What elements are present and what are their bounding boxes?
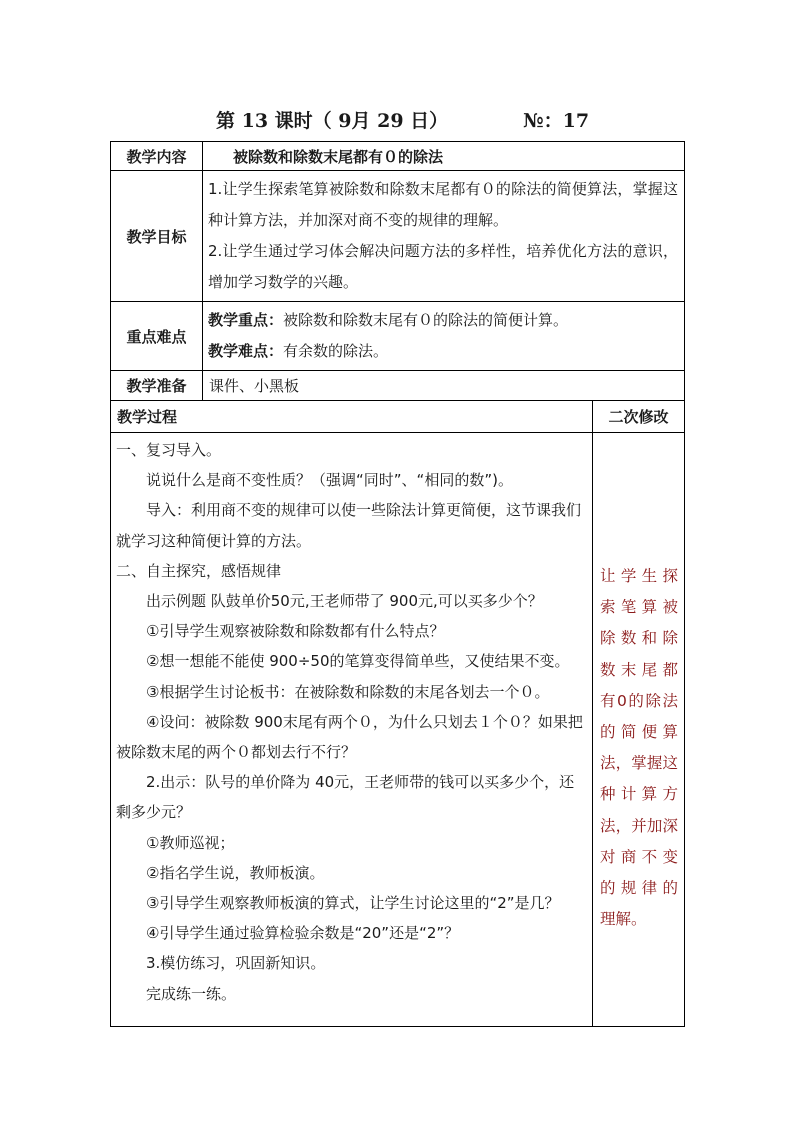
key-points-value [203, 302, 685, 371]
process-line: 完成练一练。 [146, 984, 237, 1003]
process-line: ③根据学生讨论板书：在被除数和除数的末尾各划去一个０。 [146, 682, 550, 701]
lesson-plan-table [110, 141, 685, 1027]
revise-note-line: 的规律的 [600, 879, 679, 898]
revise-note-line: 法，并加深 [600, 816, 679, 835]
revise-header: 二次修改 [593, 401, 685, 433]
process-line: 一、复习导入。 [116, 441, 222, 459]
row-goals [111, 171, 685, 302]
process-body [111, 433, 593, 1027]
focus-label: 教学重点： [208, 311, 284, 329]
revise-note [593, 561, 684, 935]
prep-value: 课件、小黑板 [203, 371, 685, 401]
process-line: 二、自主探究，感悟规律 [116, 561, 282, 580]
revise-note-line: 数末尾都 [600, 660, 679, 679]
difficulty-text: 有余数的除法。 [283, 342, 389, 360]
difficulty-label: 教学难点： [208, 342, 284, 360]
label-content: 教学内容 [111, 142, 203, 171]
row-process-header [111, 401, 685, 433]
process-line: ④设问：被除数 900末尾有两个０，为什么只划去１个０？如果把被除数末尾的两个０都划去行不行？ [116, 712, 583, 762]
process-line: 导入：利用商不变的规律可以使一些除法计算更简便，这节课我们就学习这种简便计算的方法。 [116, 501, 582, 550]
process-line: 3.模仿练习，巩固新知识。 [146, 954, 326, 973]
row-content [111, 142, 685, 171]
label-goals: 教学目标 [111, 171, 203, 302]
process-line: 2.出示：队号的单价降为 40元，王老师带的钱可以买多少个，还剩多少元？ [116, 773, 575, 822]
lesson-title: 第 13 课时（ 9月 29 日） [216, 110, 449, 132]
process-line: ④引导学生通过验算检验余数是“20”还是“2”？ [146, 924, 460, 943]
row-process-body [111, 433, 685, 1027]
process-line: ①教师巡视； [146, 833, 235, 852]
content-value: 被除数和除数末尾都有０的除法 [203, 142, 685, 171]
revise-note-line: 有0的除法 [600, 691, 679, 710]
lesson-number: №：17 [523, 110, 590, 132]
goals-value [203, 171, 685, 302]
row-key-points [111, 302, 685, 371]
revise-note-line: 种计算方 [600, 785, 679, 804]
label-key-points: 重点难点 [111, 302, 203, 371]
goal-item: 1.让学生探索笔算被除数和除数末尾都有０的除法的简便算法，掌握这种计算方法，并加深对商不变的规律的理解。 [208, 180, 679, 229]
process-line: ②指名学生说，教师板演。 [146, 863, 325, 882]
revise-note-line: 对商不变 [600, 847, 679, 866]
process-header: 教学过程 [111, 401, 593, 433]
revise-note-line: 的简便算 [600, 723, 679, 742]
revise-note-line: 索笔算被 [600, 598, 679, 617]
revise-cell [593, 433, 685, 1027]
revise-note-line: 法，掌握这 [600, 754, 679, 773]
revise-note-line: 除数和除 [600, 629, 679, 648]
revise-note-line: 理解。 [600, 910, 647, 929]
revise-note-line: 让学生探 [600, 567, 679, 585]
label-prep: 教学准备 [111, 371, 203, 401]
row-prep [111, 371, 685, 401]
process-line: ③引导学生观察教师板演的算式，让学生讨论这里的“2”是几？ [146, 894, 560, 913]
lesson-header [0, 100, 794, 134]
process-line: ①引导学生观察被除数和除数都有什么特点？ [146, 622, 445, 641]
process-line: ②想一想能不能使 900÷50的笔算变得简单些，又使结果不变。 [146, 652, 570, 671]
focus-text: 被除数和除数末尾有０的除法的简便计算。 [283, 311, 569, 329]
goal-item: 2.让学生通过学习体会解决问题方法的多样性，培养优化方法的意识，增加学习数学的兴趣。 [208, 242, 679, 291]
process-line: 出示例题 队鼓单价50元,王老师带了 900元,可以买多少个？ [146, 592, 543, 611]
process-line: 说说什么是商不变性质？（强调“同时”、“相同的数”)。 [146, 471, 513, 490]
